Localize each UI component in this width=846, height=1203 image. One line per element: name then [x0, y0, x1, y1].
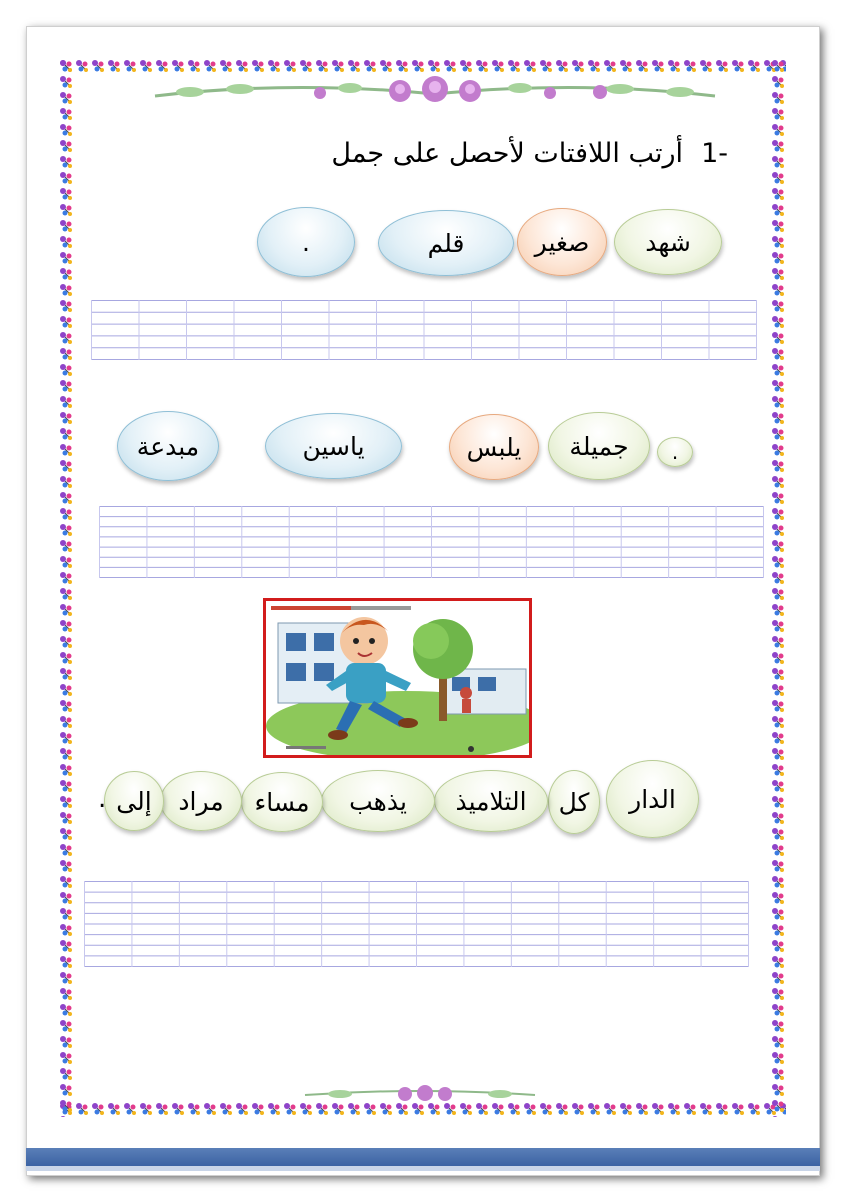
trailing-period: . — [98, 784, 107, 814]
decorative-border-bottom — [58, 1101, 786, 1117]
word-card[interactable]: قلم — [378, 210, 514, 276]
word-card[interactable]: الدار — [606, 760, 699, 838]
decorative-border-left — [58, 58, 74, 1117]
word-card[interactable]: كل — [548, 770, 600, 834]
word-card[interactable]: صغير — [517, 208, 607, 276]
word-card[interactable]: يذهب — [321, 770, 435, 832]
word-card[interactable]: . — [257, 207, 355, 277]
writing-lines — [99, 506, 764, 578]
decorative-border-top — [58, 58, 786, 74]
decorative-border-right — [770, 58, 786, 1117]
word-card[interactable]: مراد — [160, 771, 242, 831]
word-card[interactable]: ياسين — [265, 413, 402, 479]
word-card[interactable]: جميلة — [548, 412, 650, 480]
boy-running-to-school-illustration — [263, 598, 532, 758]
word-card[interactable]: إلى — [104, 771, 164, 831]
footer-band-light — [26, 1166, 820, 1171]
writing-lines — [84, 881, 749, 967]
boy-running-to-school-icon — [266, 601, 529, 755]
word-card[interactable]: شهد — [614, 209, 722, 275]
word-card[interactable]: مبدعة — [117, 411, 219, 481]
writing-lines — [91, 300, 757, 360]
word-card[interactable]: مساء — [241, 772, 323, 832]
word-card[interactable]: التلاميذ — [434, 770, 548, 832]
instruction-title — [331, 138, 728, 169]
footer-band — [26, 1148, 820, 1166]
instruction-text: أرتب اللافتات لأحصل على جمل — [331, 138, 684, 169]
instruction-number: -1 — [701, 138, 728, 169]
floral-garland-bottom-icon — [300, 1085, 540, 1103]
floral-garland-top-icon — [150, 76, 720, 106]
word-card[interactable]: يلبس — [449, 414, 539, 480]
word-card[interactable]: . — [657, 437, 693, 467]
